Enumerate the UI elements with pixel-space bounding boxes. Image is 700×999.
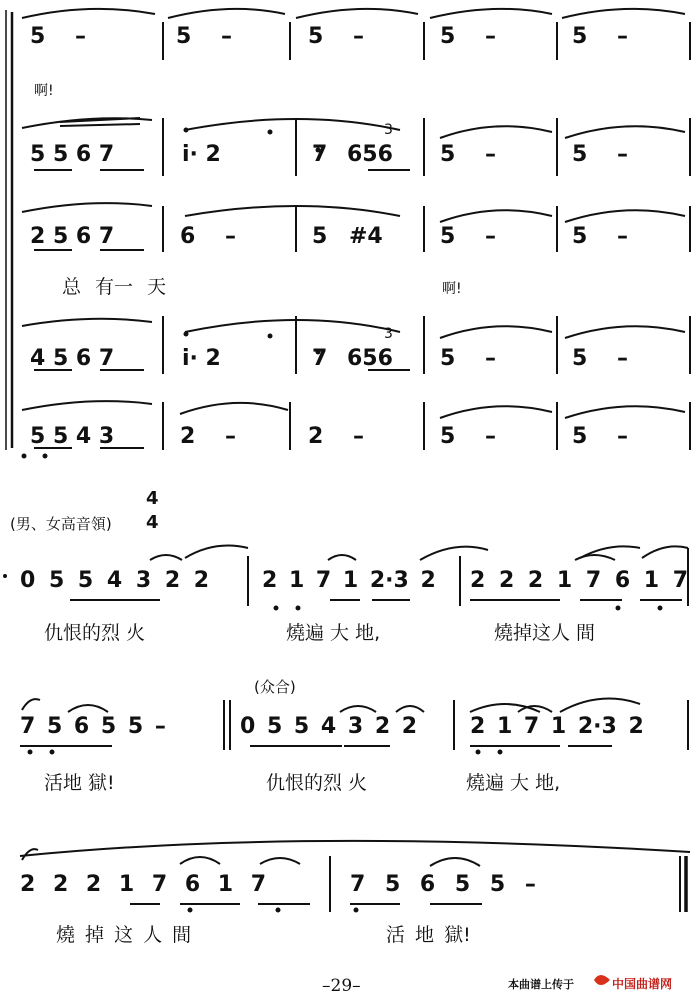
measure-r1-4: 5 – [440,24,496,49]
measure-r4-1: 4 5 6 7 [30,346,115,371]
measure-r2-5: 5 – [572,142,628,167]
measure-r1-3: 5 – [308,24,364,49]
lyric-r7-3: 燒遍 大 地, [466,772,561,794]
triplet-mark-r4: 3 [384,326,393,342]
time-sig-top: 4 [146,488,159,509]
measure-r7-2: 0 5 5 4 3 2 2 [240,714,418,739]
measure-r2-3: 7 656 [312,142,393,167]
measure-r3-5: 5 – [572,224,628,249]
measure-r5-5: 5 – [572,424,628,449]
measure-r4-3: 7 656 [312,346,393,371]
measure-r5-4: 5 – [440,424,496,449]
measure-r8-1: 2 2 2 1 7 6 1 7 [20,872,267,897]
lyric-r7-2: 仇恨的烈 火 [266,772,368,794]
lyric-r1: 啊! [34,83,54,99]
measure-r3-4: 5 – [440,224,496,249]
lyric-r8-2: 活 地 獄! [386,924,471,946]
measure-r2-2: i· 2 [182,142,221,167]
measure-r6-3: 2 2 2 1 7 6 1 7 [470,568,689,593]
upload-source-text: 本曲谱上传于 [508,979,574,991]
lyric-r6-3: 燒掉这人 間 [494,622,596,644]
measure-r1-1: 5 – [30,24,86,49]
triplet-mark-r2: 3 [384,122,393,138]
measure-r3-3: 5 #4 [312,224,383,249]
section-label: (男、女高音領) [10,515,112,533]
measure-r5-2: 2 – [180,424,236,449]
time-sig-bottom: 4 [146,512,159,533]
measure-r2-1: 5 5 6 7 [30,142,115,167]
lyric-r3-right: 啊! [442,281,462,297]
measure-r6-2: 2 1 7 1 2·3 2 [262,568,436,593]
measure-r8-2: 7 5 6 5 5 – [350,872,536,897]
measure-r1-5: 5 – [572,24,628,49]
measure-r7-1: 7 5 6 5 5 – [20,714,166,739]
site-logo: 中国曲谱网 [612,977,673,991]
measure-r1-2: 5 – [176,24,232,49]
measure-r4-2: i· 2 [182,346,221,371]
lyric-r6-2: 燒遍 大 地, [286,622,381,644]
logo-icon [594,975,610,985]
measure-r7-3: 2 1 7 1 2·3 2 [470,714,644,739]
chorus-label: (众合) [254,678,296,696]
lyric-r6-1: 仇恨的烈 火 [44,622,146,644]
lyric-r3-left: 总 有一 天 [62,276,167,298]
measure-r5-3: 2 – [308,424,364,449]
measure-r4-4: 5 – [440,346,496,371]
measure-r3-1: 2 5 6 7 [30,224,115,249]
lyric-r7-1: 活地 獄! [44,772,115,794]
measure-r3-2: 6 – [180,224,236,249]
page-number: –29– [322,976,361,996]
measure-r4-5: 5 – [572,346,628,371]
measure-r5-1: 5 5 4 3 [30,424,115,449]
measure-r2-4: 5 – [440,142,496,167]
lyric-r8-1: 燒 掉 这 人 間 [56,924,192,946]
measure-r6-1: 0 5 5 4 3 2 2 [20,568,211,593]
